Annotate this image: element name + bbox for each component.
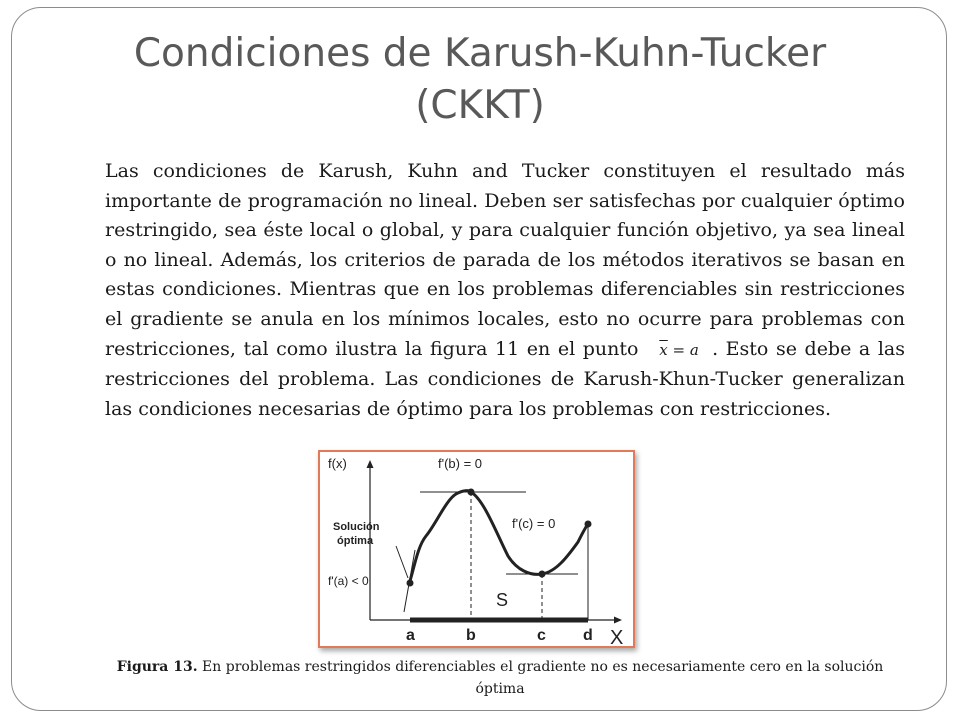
label-fa: f'(a) < 0 (328, 574, 369, 588)
figure-caption (105, 656, 895, 700)
y-axis-label: f(x) (328, 456, 347, 471)
point-a (407, 580, 414, 587)
equation-variable: $\overline{x}$ (659, 340, 668, 359)
tick-a: a (406, 627, 415, 644)
label-fb: f'(b) = 0 (438, 456, 483, 471)
caption-text: En problemas restringidos diferenciables el gradiente no es necesariamente cero en la solución óptima (197, 659, 884, 697)
tick-c: c (537, 627, 546, 644)
solution-pointer (396, 546, 408, 578)
point-c (539, 571, 546, 578)
function-graph (320, 452, 633, 646)
label-s: S (496, 590, 509, 610)
function-curve (410, 491, 588, 581)
caption-label: Figura 13. (116, 659, 198, 675)
tick-b: b (466, 627, 476, 644)
title-line-1: Condiciones de Karush-Kuhn-Tucker (133, 31, 827, 76)
equation-rest: = a (667, 340, 699, 359)
y-axis-arrow (367, 460, 374, 468)
label-solucion-line2: óptima (337, 535, 374, 547)
paragraph-part-1: Las condiciones de Karush, Kuhn and Tucker constituyen el resultado más importante de programación no lineal. Deben ser satisfechas por cualquier óptimo restringido, sea éste local o global, y para cualquier función objetivo, ya sea lineal o no lineal. Además, los criterios de parada de los métodos iterativos se basan en estas condiciones. Mientras que en los problemas diferenciables sin restricciones el gradiente se anula en los mínimos locales, esto no ocurre para problemas con restricciones, tal como ilustra la figura 11 en el punto (105, 160, 905, 360)
x-axis-label: X (610, 627, 624, 646)
label-solucion-line1: Solución (333, 521, 380, 533)
tick-d: d (583, 627, 593, 644)
slide-title (0, 28, 960, 132)
body-paragraph (105, 157, 905, 424)
x-axis-arrow (614, 617, 622, 624)
point-d (585, 521, 592, 528)
paragraph-part-2: . Esto se debe a las restricciones del problema. Las condiciones de Karush-Khun-Tucker generalizan las condiciones necesarias de óptimo para los problemas con restricciones. (105, 337, 905, 420)
figure-frame (318, 450, 635, 648)
point-b (468, 489, 475, 496)
inline-equation (646, 336, 712, 366)
title-line-2: (CKKT) (415, 83, 545, 128)
label-fc: f'(c) = 0 (512, 516, 556, 531)
